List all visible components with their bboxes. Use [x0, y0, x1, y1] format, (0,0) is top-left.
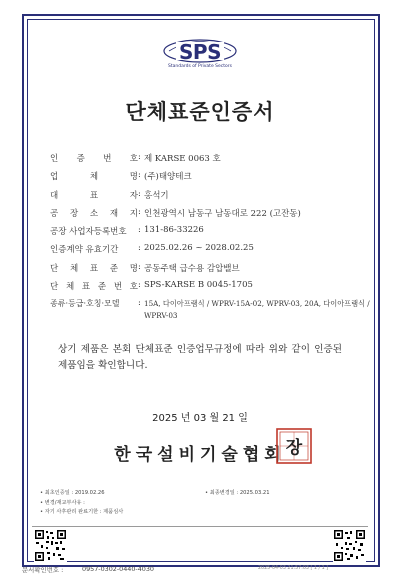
value-cert-no: 제 KARSE 0063 호: [144, 154, 221, 164]
value-company: (주)태양테크: [144, 172, 192, 183]
row-biz-no: 공장 사업자등록번호 : 131-86-33226: [50, 225, 370, 243]
certification-statement: 상기 제품은 본회 단체표준 인증업무규정에 따라 위와 같이 인증된 제품임을 확인합니다.: [58, 344, 342, 371]
value-standard-no: SPS-KARSE B 0045-1705: [144, 280, 253, 291]
certificate-metadata: [40, 489, 360, 518]
row-factory: 공 장 소 재 지 : 인천광역시 남동구 남동대로 222 (고잔동): [50, 207, 370, 225]
document-footer: [0, 565, 400, 580]
official-seal-icon: [276, 428, 312, 464]
doc-confirm-number: 0957-0302-0440-4030: [82, 565, 154, 573]
label-factory: 공 장 소 재 지: [50, 208, 138, 219]
value-ceo: 홍석기: [144, 190, 169, 201]
row-validity: 인증계약 유효기간 : 2025.02.26 ~ 2028.02.25: [50, 243, 370, 261]
issuing-organization: 한국설비기술협회: [114, 445, 286, 465]
label-biz-no: 공장 사업자등록번호: [50, 227, 127, 238]
label-company: 업 체 명: [50, 172, 138, 183]
value-validity: 2025.02.26 ~ 2028.02.25: [144, 243, 254, 254]
meta-change-reason: • 변경/재교부사유 :: [40, 499, 85, 506]
logo-subtitle: Standards of Private Sectors: [168, 64, 232, 69]
label-cert-no: 인 증 번 호: [50, 154, 138, 164]
meta-last-change: • 최종변경일 : 2025.03.21: [205, 490, 270, 496]
label-validity: 인증계약 유효기간: [50, 245, 119, 256]
doc-confirm-label: 문서확인번호 :: [22, 566, 64, 574]
row-model: 종류·등급·호칭·모델 : 15A, 다이아프램식 / WPRV-15A-02, WPRV-03, 20A, 다이아프램식 / WPRV-03: [50, 298, 370, 321]
certificate-details: [50, 152, 370, 332]
label-model: 종류·등급·호칭·모델: [50, 299, 120, 309]
sps-logo: [163, 36, 237, 76]
seal-character: 장: [285, 438, 303, 458]
qr-code-icon: [333, 529, 366, 562]
qr-code-icon: [34, 529, 67, 562]
label-standard-name: 단 체 표 준 명: [50, 263, 138, 274]
row-cert-no: 인 증 번 호 : 제 KARSE 0063 호: [50, 152, 370, 170]
row-standard-name: 단 체 표 준 명 : 공동주택 급수용 감압밸브: [50, 262, 370, 280]
row-company: 업 체 명 : (주)태양테크: [50, 170, 370, 188]
meta-post-manage: • 자기 사후관리 완료기한 : 제품심사: [40, 509, 124, 515]
print-timestamp: 2025-04-03 21:57:03 [ 1 / 1 ]: [258, 566, 329, 571]
row-ceo: 대 표 자 : 홍석기: [50, 189, 370, 207]
value-model: 15A, 다이아프램식 / WPRV-15A-02, WPRV-03, 20A, 다이아프램식 / WPRV-03: [144, 299, 370, 321]
bottom-divider: [32, 526, 368, 527]
row-standard-no: 단 체 표 준 번 호 : SPS-KARSE B 0045-1705: [50, 280, 370, 298]
label-ceo: 대 표 자: [50, 190, 138, 201]
logo-text: SPS: [179, 40, 221, 64]
value-factory: 인천광역시 남동구 남동대로 222 (고잔동): [144, 208, 301, 219]
value-standard-name: 공동주택 급수용 감압밸브: [144, 263, 240, 274]
sps-logo-icon: [163, 36, 237, 64]
certificate-title: 단체표준인증서: [125, 99, 275, 124]
value-biz-no: 131-86-33226: [144, 225, 204, 236]
issue-date: 2025 년 03 월 21 일: [152, 413, 248, 424]
label-standard-no: 단 체 표 준 번 호: [50, 282, 138, 293]
meta-first-cert: • 최초인증일 : 2019.02.26: [40, 490, 105, 496]
